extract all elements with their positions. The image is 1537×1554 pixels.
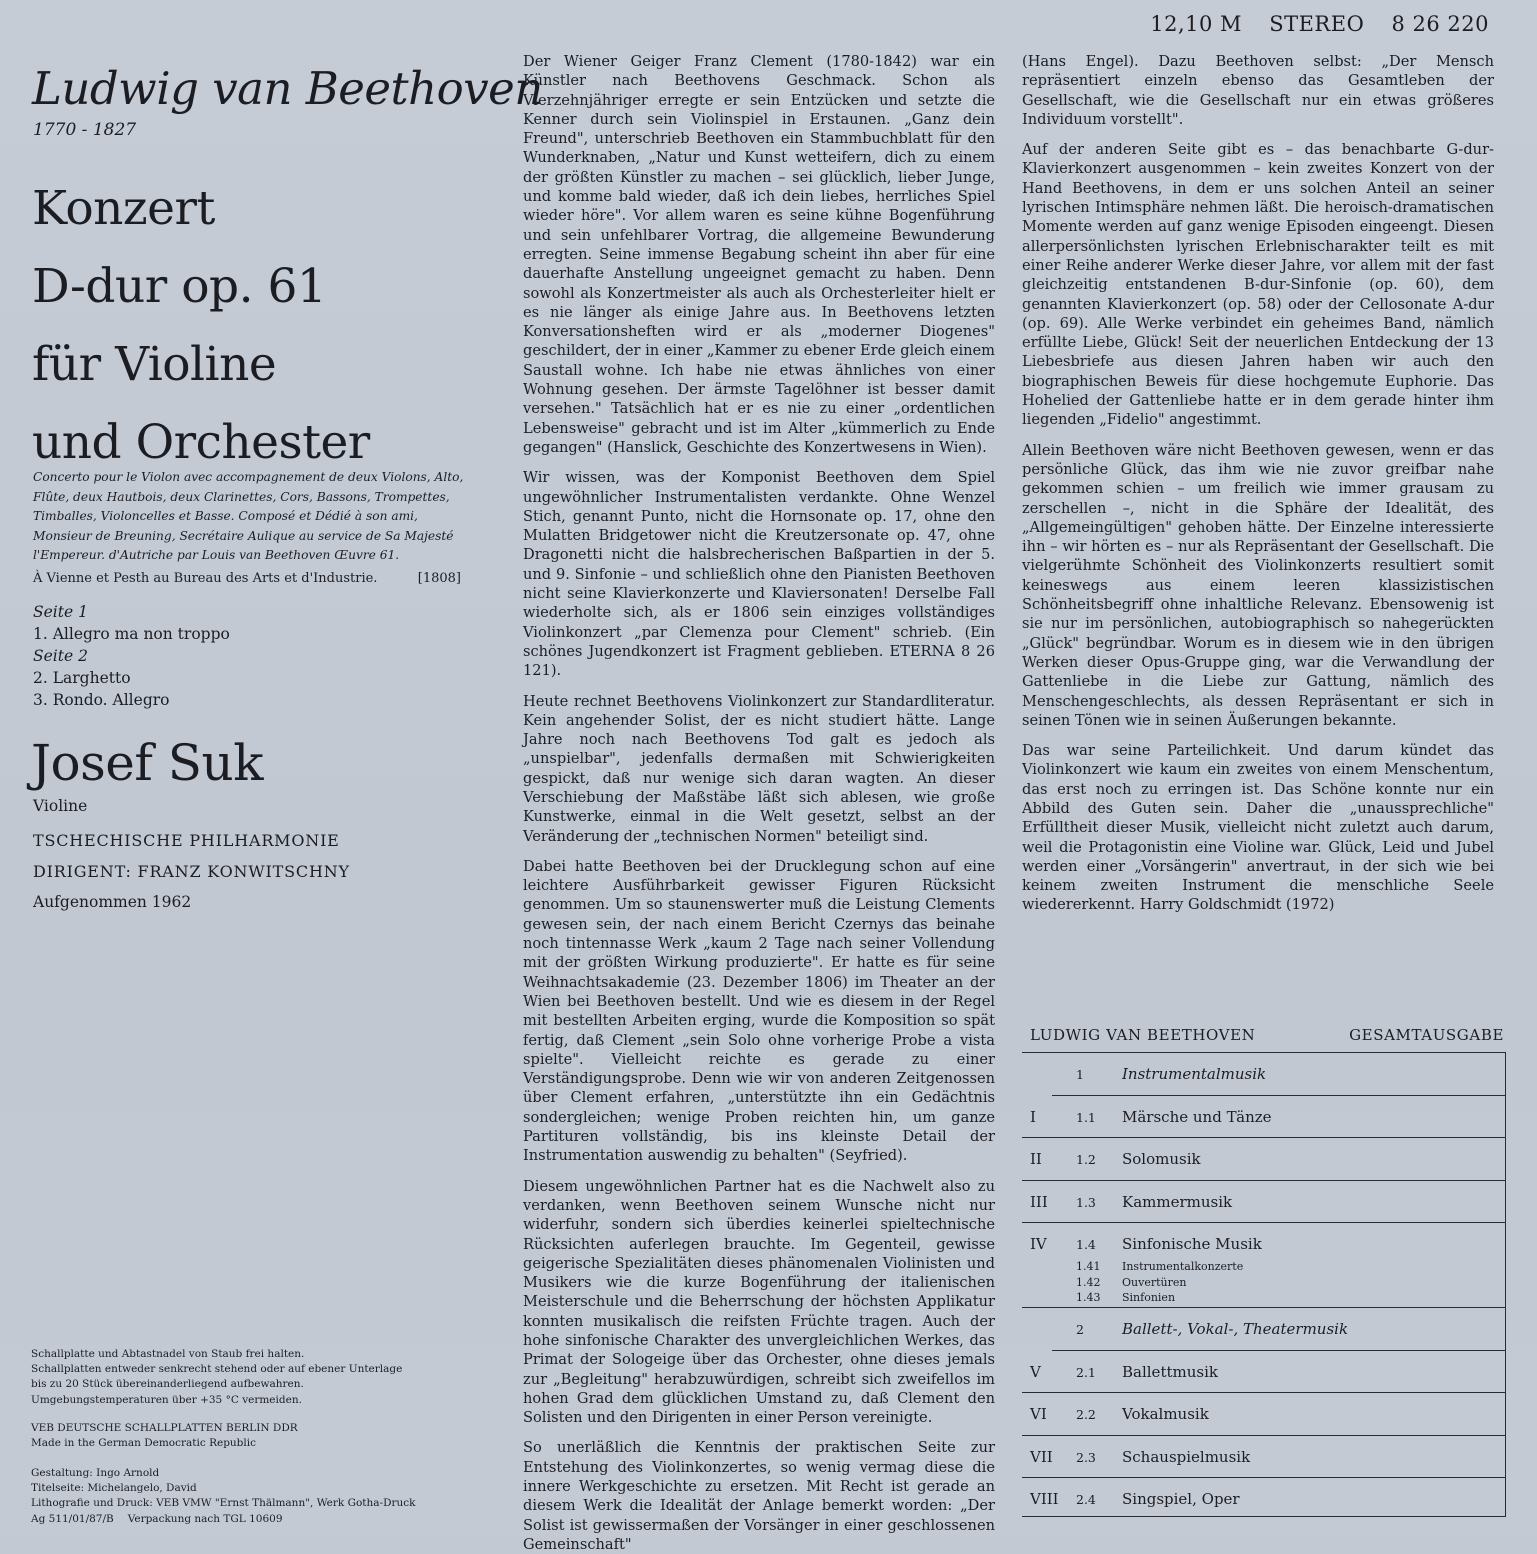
care-line: Schallplatte und Abtastnadel von Staub frei halten. — [31, 1348, 305, 1360]
care-line: Schallplatten entweder senkrecht stehend oder auf ebener Unterlage — [31, 1363, 403, 1376]
soloist-instrument: Violine — [33, 797, 88, 815]
track-item: 3. Rondo. Allegro — [33, 691, 170, 709]
care-line: bis zu 20 Stück übereinanderliegend aufbewahren. — [31, 1378, 304, 1391]
essay-paragraph: So unerläßlich die Kenntnis der praktischen Seite zur Entstehung des Violinkonzertes, so wenig vermag diese die innere Werkgeschichte zu ersetzen. Mit Recht ist gerade an diesem Werk die Idealität der Anlage bemerkt worden: „Der Solist ist gewissermaßen der Vorsänger in einer geschlossenen Gemeinschaft" — [523, 1439, 995, 1553]
gesamtausgabe-body — [1022, 1053, 1506, 1517]
volume-number: 2.2 — [1076, 1407, 1096, 1422]
group-label: Instrumentalmusik — [1122, 1065, 1267, 1083]
gesamtausgabe-title-left: LUDWIG VAN BEETHOVEN — [1030, 1026, 1256, 1044]
volume-number: 1.1 — [1076, 1109, 1096, 1125]
credit-tgl: Verpackung nach TGL 10609 — [127, 1512, 283, 1525]
composer-name: Ludwig van Beethoven — [32, 62, 543, 115]
table-row — [1052, 1308, 1505, 1351]
catalog-number: 8 26 220 — [1391, 12, 1489, 36]
essay-paragraph: Dabei hatte Beethoven bei der Drucklegung schon auf eine leichtere Ausführbarkeit gewisser Figuren Rücksicht genommen. Um so staunenswerter muß die Leistung Clements gewesen sein, der nach einem Bericht Czernys das beinahe noch tintennasse Werk „kaum 2 Tage nach seiner Vollendung mit der größten Wirkung produzierte". Er hatte es für seine Weihnachtsakademie (23. Dezember 1806) im Theater an der Wien bei Beethoven bestellt. Und wie es diesem in der Regel mit bestellten Arbeiten erging, wurde die Komposition so spät fertig, daß Clement „sein Solo ohne vorherige Probe a vista spielte". Vielleicht reichte es gerade zu einer Verständigungsprobe. Denn wie wir von anderen Zeitgenossen über Clement erfahren, „unterstützte ihn ein Gedächtnis sondergleichen; wenige Proben reichten hin, um ganze Partituren vollständig, bis ins kleinste Detail der Instrumentation auswendig zu behalten" (Seyfried). — [523, 857, 995, 1165]
care-instructions — [31, 1347, 461, 1408]
essay-paragraph: Auf der anderen Seite gibt es – das benachbarte G-dur-Klavierkonzert ausgenommen – kein zweites Konzert von der Hand Beethovens, in dem er uns solchen Anteil an seiner lyrischen Intimsphäre nehmen läßt. Die heroisch-dramatischen Momente werden auf ganz wenige Episoden eingeengt. Diesen allerpersönlichsten lyrischen Erlebnischarakter teilt es mit einer Reihe anderer Werke dieser Jahre, vor allem mit der fast gleichzeitig entstandenen B-dur-Sinfonie (op. 60), dem genannten Klavierkonzert (op. 58) oder der Cellosonate A-dur (op. 69). Alle Werke verbindet ein geheimes Band, nämlich erfüllte Liebe, Glück! Seit der neuerlichen Entdeckung der 13 Liebesbriefe aus diesen Jahren haben wir auch den biographischen Beweis für diese hochgemute Euphorie. Das Hohelied der Gattenliebe hatte er in dem gerade hinter ihm liegenden „Fidelio" angestimmt. — [1022, 141, 1494, 429]
track-item: 2. Larghetto — [33, 669, 131, 687]
volume-label: Ballettmusik — [1122, 1362, 1218, 1381]
table-row — [1022, 1393, 1505, 1436]
volume-label: Solomusik — [1122, 1150, 1201, 1168]
sub-volume-number: 1.41 — [1076, 1260, 1101, 1273]
volume-label: Singspiel, Oper — [1122, 1490, 1240, 1508]
volume-roman: IV — [1030, 1235, 1047, 1253]
side-label: Seite 1 — [33, 603, 88, 621]
label-line: VEB DEUTSCHE SCHALLPLATTEN BERLIN DDR — [31, 1422, 298, 1434]
credit-cover: Titelseite: Michelangelo, David — [31, 1482, 197, 1495]
publisher-text: À Vienne et Pesth au Bureau des Arts et d'Industrie. — [33, 571, 378, 586]
table-row — [1022, 1096, 1505, 1139]
table-row — [1022, 1351, 1505, 1394]
sub-volume-label: Instrumentalkonzerte — [1122, 1260, 1244, 1273]
label-info — [31, 1421, 461, 1451]
track-item: 1. Allegro ma non troppo — [33, 625, 230, 643]
essay-paragraph: Wir wissen, was der Komponist Beethoven dem Spiel ungewöhnlicher Instrumentalisten verdankte. Ohne Wenzel Stich, genannt Punto, nicht die Hornsonate op. 17, ohne den Mulatten Bridgetower nicht die Kreutzersonate op. 47, ohne Dragonetti nicht die halsbrecherischen Baßpartien in der 5. und 9. Sinfonie – und schließlich ohne den Pianisten Beethoven nicht seine Klavierkonzerte und Klaviersonaten! Derselbe Fall wiederholte sich, als er 1806 sein einziges vollständiges Violinkonzert „par Clemenza pour Clement" schrieb. (Ein schönes Jugendkonzert ist Fragment geblieben. ETERNA 8 26 121). — [523, 469, 995, 680]
volume-label: Vokalmusik — [1122, 1405, 1209, 1423]
table-row — [1052, 1053, 1505, 1096]
sub-volume-label: Sinfonien — [1122, 1291, 1176, 1304]
essay-paragraph: Das war seine Parteilichkeit. Und darum kündet das Violinkonzert wie kaum ein zweites von einem Menschentum, das erst noch zu erringen ist. Das Schöne konnte nur ein Abbild des Guten sein. Daher die „unaussprechliche" Erfülltheit dieser Musik, vielleicht nicht zuletzt auch darum, weil die Protagonistin eine Violine war. Glück, Leid und Jubel werden einer „Vorsängerin" anvertraut, in der sich wie bei keinem zweiten Instrument die menschliche Seele wiedererkennt. — [1022, 742, 1494, 914]
volume-number: 2.1 — [1076, 1364, 1096, 1380]
table-row — [1022, 1223, 1505, 1308]
label-line: Made in the German Democratic Republic — [31, 1437, 257, 1450]
table-row — [1022, 1181, 1505, 1224]
format: STEREO — [1269, 12, 1365, 36]
volume-label: Kammermusik — [1122, 1192, 1233, 1211]
soloist-name: Josef Suk — [31, 734, 264, 792]
essay-paragraph: Allein Beethoven wäre nicht Beethoven gewesen, wenn er das persönliche Glück, das ihm wie nie zuvor greifbar nahe gekommen schien – um freilich wie immer grausam zu zerschellen –, nicht in die Sphäre der Idealität, des „Allgemeingültigen" gehoben hätte. Der Einzelne interessierte ihn – wir hörten es – nur als Repräsentant der Gesellschaft. Die vielgerühmte Schönheit des Violinkonzerts resultiert somit keineswegs aus einem leeren klassizistischen Schönheitsbegriff ohne inhaltliche Relevanz. Ebensowenig ist sie nur im persönlichen, autobiographisch so nahegerückten „Glück" begründbar. Worum es in diesem wie in den übrigen Werken dieser Opus-Gruppe ging, war die Verwandlung der Gattenliebe in die Liebe zur Gattung, nämlich des Menschengeschlechts, als dessen Repräsentant er sich in seinen Tönen wie in seinen Äußerungen bekannte. — [1022, 441, 1494, 729]
volume-number: 1.2 — [1076, 1152, 1096, 1167]
essay-column-right — [1022, 52, 1494, 926]
sub-volumes — [1076, 1259, 1243, 1306]
essay-paragraph: (Hans Engel). Dazu Beethoven selbst: „Der Mensch repräsentiert einzeln ebenso das Gesamtleben der Gesellschaft, wie die Gesellschaft nur ein etwas größeres Individuum vorstellt". — [1022, 53, 1494, 128]
catalog-info — [1130, 12, 1489, 36]
track-list — [33, 601, 433, 711]
sub-volume-number: 1.43 — [1076, 1291, 1101, 1304]
volume-number: 1.4 — [1076, 1237, 1096, 1252]
group-number: 2 — [1076, 1322, 1084, 1337]
gesamtausgabe-title-right: GESAMTAUSGABE — [1349, 1026, 1504, 1044]
credit-ag: Ag 511/01/87/B — [31, 1512, 114, 1525]
volume-roman: VIII — [1030, 1490, 1059, 1508]
group-number: 1 — [1076, 1067, 1084, 1082]
sub-volume-number: 1.42 — [1076, 1275, 1101, 1289]
table-row — [1022, 1478, 1505, 1517]
work-title — [32, 170, 502, 482]
volume-roman: VI — [1030, 1405, 1047, 1423]
production-credits — [31, 1466, 461, 1527]
orchestra: TSCHECHISCHE PHILHARMONIE — [33, 831, 340, 850]
volume-label: Schauspielmusik — [1122, 1447, 1251, 1466]
essay-paragraph: Heute rechnet Beethovens Violinkonzert zur Standardliteratur. Kein angehender Solist, der es nicht studiert hätte. Lange Jahre noch nach Beethovens Tod galt es jedoch als „unspielbar", jedenfalls dermaßen mit Schwierigkeiten gespickt, daß nur wenige sich daran wagten. An dieser Verschiebung der Maßstäbe läßt sich ablesen, wie große Kunstwerke, einmal in die Welt gesetzt, selbst an der Veränderung der „technischen Normen" beteiligt sind. — [523, 692, 995, 845]
essay-paragraph: Der Wiener Geiger Franz Clement (1780-1842) war ein Künstler nach Beethovens Geschmack. Schon als Vierzehnjähriger erregte er sein Entzücken und setzte die Kenner durch sein Violinspiel in Erstaunen. „Ganz dein Freund", unterschrieb Beethoven ein Stammbuchblatt für den Wunderknaben, „Natur und Kunst wetteifern, dich zu einem der größten Künstler zu machen – sei glücklich, lieber Junge, und komme bald wieder, daß ich dein liebes, herrliches Spiel wieder höre". Vor allem waren es seine kühne Bogenführung und sein unfehlbarer Vortrag, die allgemeine Bewunderung erregten. Seine immense Begabung scheint ihn aber für eine dauerhafte Anstellung ungeeignet gemacht zu haben. Denn sowohl als Konzertmeister als auch als Orchesterleiter hielt er es nie länger als einige Jahre aus. In Beethovens letzten Konversationsheften wird er als „moderner Diogenes" geschildert, der in einer „Kammer zu ebener Erde gleich einem Saustall wohne. Ich habe nie etwas ähnliches von einer Wohnung gesehen. Der ärmste Tagelöhner ist besser damit versehen." Tatsächlich hat er es nie zu einer „ordentlichen Lebensweise" gebracht und ist im Alter „kümmerlich zu Ende gegangen" (Hanslick, Geschichte des Konzertwesens in Wien). — [523, 53, 995, 456]
volume-roman: I — [1030, 1107, 1036, 1126]
side-label: Seite 2 — [33, 647, 88, 665]
essay-signature: Harry Goldschmidt (1972) — [1139, 896, 1335, 914]
gesamtausgabe-header — [1022, 1018, 1506, 1053]
sub-volume-label: Ouvertüren — [1122, 1275, 1187, 1289]
work-title-line: Konzert — [32, 181, 215, 236]
credit-design: Gestaltung: Ingo Arnold — [31, 1467, 160, 1479]
work-title-line: für Violine — [32, 337, 277, 392]
publisher-year: [1808] — [417, 571, 461, 586]
volume-roman: II — [1030, 1150, 1042, 1168]
french-title: Concerto pour le Violon avec accompagnement de deux Violons, Alto, Flûte, deux Hautbois, deux Clarinettes, Cors, Bassons, Trompettes, Timballes, Violoncelles et Basse. Composé et Dédié à son ami, Monsieur de Breuning, Secrétaire Aulique au service de Sa Majesté l'Empereur. d'Autriche par Louis van Beethoven Œuvre 61. — [33, 470, 464, 562]
volume-roman: V — [1030, 1362, 1041, 1381]
conductor: DIRIGENT: FRANZ KONWITSCHNY — [33, 862, 350, 881]
recording-year: Aufgenommen 1962 — [33, 893, 192, 911]
table-row — [1022, 1436, 1505, 1479]
essay-column-middle — [523, 52, 995, 1553]
credit-print: Lithografie und Druck: VEB VMW "Ernst Thälmann", Werk Gotha-Druck — [31, 1497, 416, 1510]
price: 12,10 M — [1150, 12, 1243, 36]
volume-label: Sinfonische Musik — [1122, 1235, 1262, 1253]
volume-number: 1.3 — [1076, 1194, 1096, 1210]
essay-paragraph: Diesem ungewöhnlichen Partner hat es die Nachwelt also zu verdanken, wenn Beethoven seinem Wunsche nicht nur widerfuhr, sondern sich überdies keinerlei spieltechnische Rücksichten auferlegen brauchte. Im Gegenteil, gewisse geigerische Spezialitäten dieses phänomenalen Violinisten und Musikers wie die kurze Bogenführung der italienischen Meisterschule und die Beherrschung der höchsten Applikatur konnten musikalisch die reifsten Früchte tragen. Auch der hohe sinfonische Charakter des unvergleichlichen Werkes, das Primat der Sologeige über das Orchester, ohne dieses jemals zur „Begleitung" herabzuwürdigen, schreibt sich zweifellos im hohen Grad dem glücklichen Umstand zu, daß Clement den Solisten und den Dirigenten in einer Person vereinigte. — [523, 1177, 995, 1427]
composer-dates: 1770 - 1827 — [33, 120, 137, 140]
volume-number: 2.3 — [1076, 1449, 1096, 1465]
volume-label: Märsche und Tänze — [1122, 1107, 1272, 1126]
publisher — [33, 570, 463, 588]
care-line: Umgebungstemperaturen über +35 °C vermeiden. — [31, 1393, 302, 1406]
group-label: Ballett-, Vokal-, Theatermusik — [1122, 1320, 1349, 1338]
work-title-line: D-dur op. 61 — [32, 259, 327, 314]
volume-roman: III — [1030, 1192, 1048, 1211]
work-title-line: und Orchester — [32, 415, 370, 470]
volume-number: 2.4 — [1076, 1492, 1096, 1507]
gesamtausgabe-table — [1022, 1018, 1506, 1517]
table-row — [1022, 1138, 1505, 1181]
volume-roman: VII — [1030, 1447, 1053, 1466]
